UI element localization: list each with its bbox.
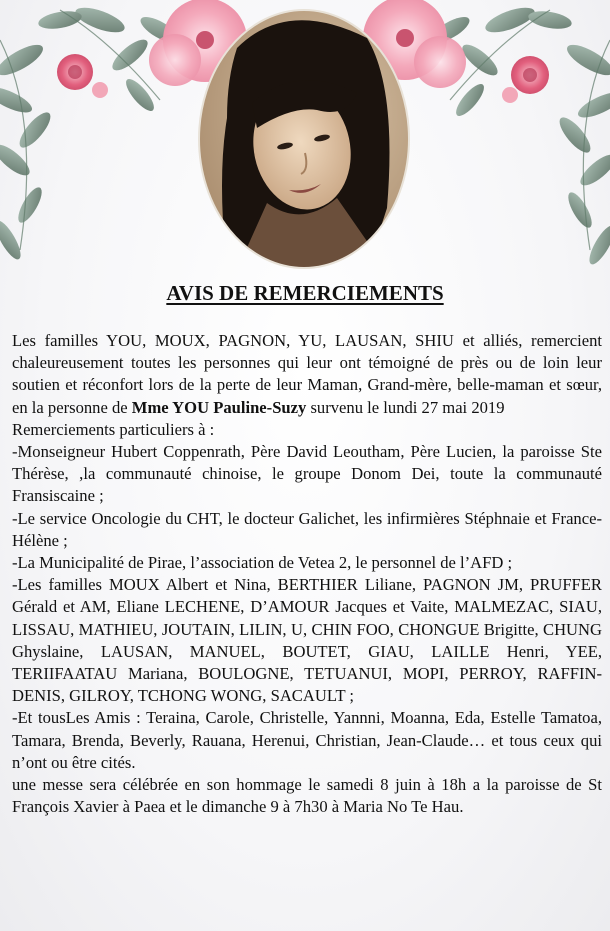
paragraph-clergy: -Monseigneur Hubert Coppenrath, Père David Leoutham, Père Lucien, la paroisse Ste Thérèse, ,la communauté chinoise, le groupe Donom Dei, toute la communauté Fransiscaine ; — [12, 442, 602, 506]
paragraph-families — [12, 330, 602, 419]
paragraph-medical: -Le service Oncologie du CHT, le docteur Galichet, les infirmières Stéphnaie et France-Hélène ; — [12, 508, 602, 550]
notice-title-text: AVIS DE REMERCIEMENTS — [166, 281, 444, 305]
portrait-photo — [197, 8, 411, 270]
paragraph-families-start: Les familles YOU, MOUX, PAGNON, YU, LAUSAN, SHIU et alliés, remercient chaleureusement toutes les personnes qui leur ont témoigné de près ou de loin leur soutien et réconfort lors de la perte de leur Maman, Grand-mère, belle-maman et sœur, en la personne de — [12, 331, 602, 417]
deceased-name: Mme YOU Pauline-Suzy — [131, 397, 307, 417]
paragraph-friends: -Et tousLes Amis : Teraina, Carole, Christelle, Yannni, Moanna, Eda, Estelle Tamatoa, Tamara, Brenda, Beverly, Rauana, Herenui, Christian, Jean-Claude… et tous ceux qui n’ont ou être cités. — [12, 708, 602, 772]
paragraph-mass: une messe sera célébrée en son hommage le samedi 8 juin à 18h a la paroisse de St François Xavier à Paea et le dimanche 9 à 7h30 à Maria No Te Hau. — [12, 775, 602, 817]
notice-title — [0, 281, 610, 306]
notice-body — [12, 330, 602, 818]
paragraph-municipality: -La Municipalité de Pirae, l’association de Vetea 2, le personnel de l’AFD ; — [12, 553, 513, 573]
paragraph-thanks-heading: Remerciements particuliers à : — [12, 419, 215, 439]
paragraph-families-list: -Les familles MOUX Albert et Nina, BERTHIER Liliane, PAGNON JM, PRUFFER Gérald et AM, Eliane LECHENE, D’AMOUR Jacques et Vaite, MALMEZAC, SIAU, LISSAU, MATHIEU, JOUTAIN, LILIN, U, CHIN FOO, CHONGUE Brigitte, CHUNG Ghyslaine, LAUSAN, MANUEL, BOUTET, GIAU, LAILLE Henri, YEE, TERIIFAATAU Mariana, BOULOGNE, TETUANUI, MOPI, PERROY, RAFFIN-DENIS, GILROY, TCHONG WONG, SACAULT ; — [12, 575, 602, 706]
paragraph-families-end: survenu le lundi 27 mai 2019 — [306, 397, 505, 417]
